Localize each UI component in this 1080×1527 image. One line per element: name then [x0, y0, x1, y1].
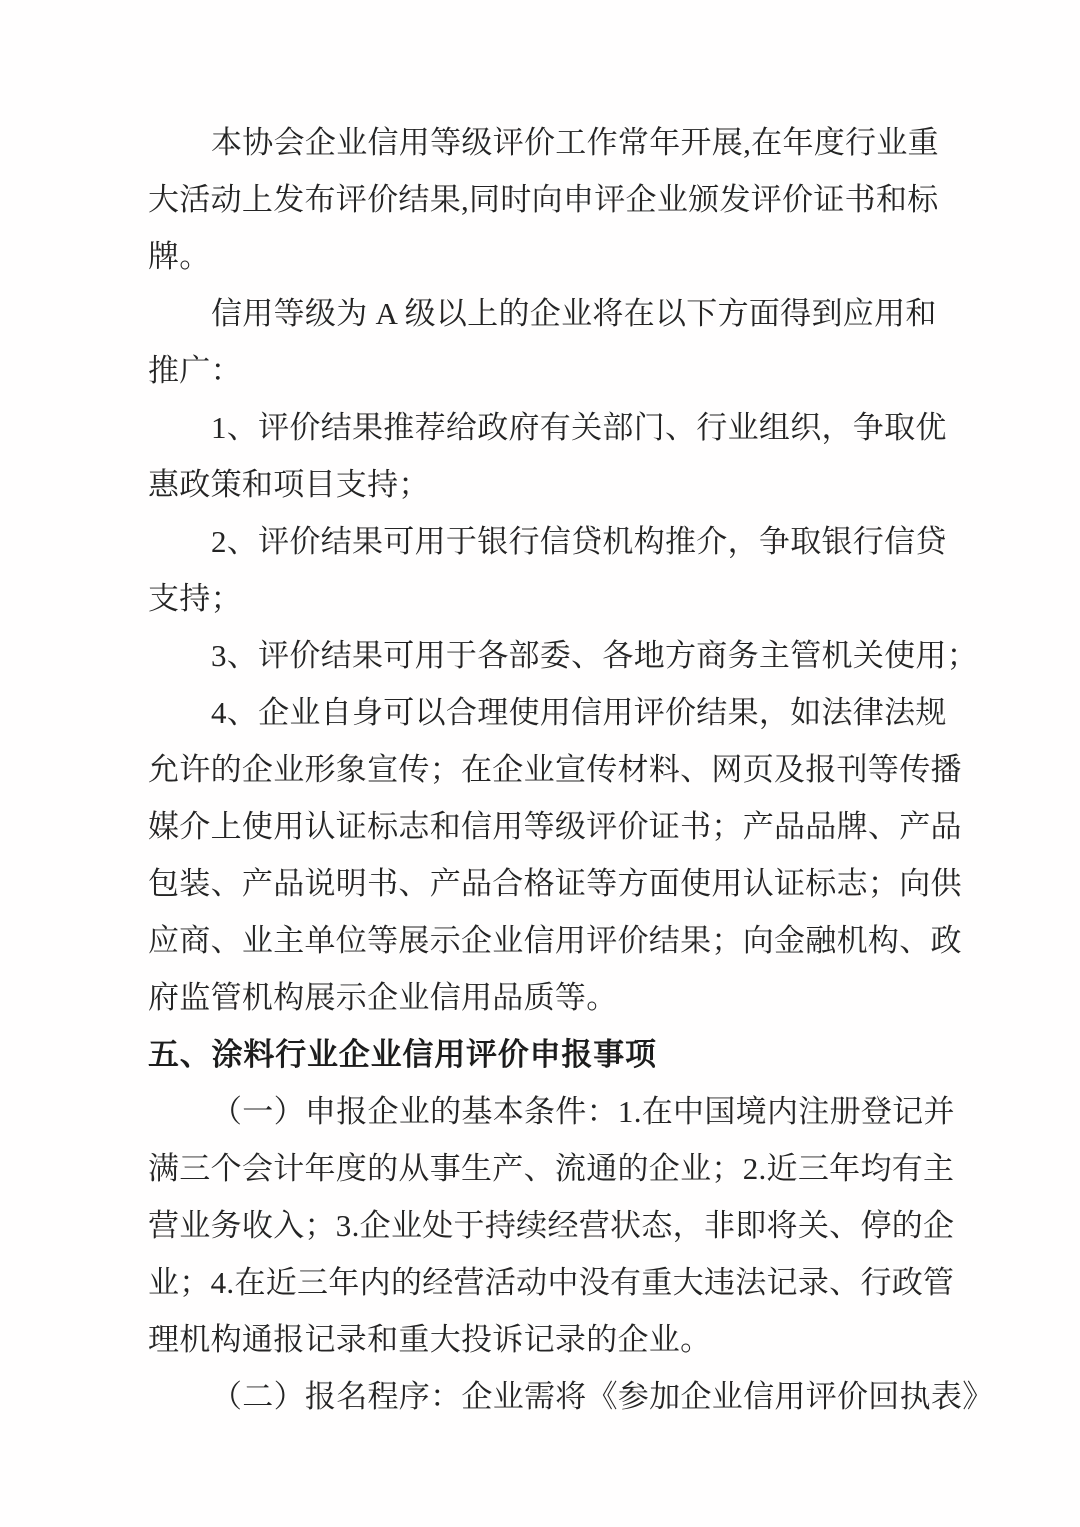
list-item-4-line: 允许的企业形象宣传；在企业宣传材料、网页及报刊等传播 [148, 752, 962, 787]
subsection-2-line: （二）报名程序：企业需将《参加企业信用评价回执表》 [211, 1379, 994, 1414]
list-item-2-line: 支持； [148, 581, 242, 616]
document-body [148, 114, 994, 1425]
subsection-1-line: （一）申报企业的基本条件：1.在中国境内注册登记并 [211, 1094, 955, 1129]
list-item-4-line: 媒介上使用认证标志和信用等级评价证书；产品品牌、产品 [148, 809, 962, 844]
paragraph-line: 牌。 [148, 239, 211, 274]
section-heading: 五、涂料行业企业信用评价申报事项 [148, 1037, 657, 1072]
list-item-4-line: 4、企业自身可以合理使用信用评价结果，如法律法规 [211, 695, 947, 730]
list-item-3-line: 3、评价结果可用于各部委、各地方商务主管机关使用； [211, 638, 978, 673]
list-item-4-line: 府监管机构展示企业信用品质等。 [148, 980, 618, 1015]
paragraph-line: 推广： [148, 353, 242, 388]
list-item-2-line: 2、评价结果可用于银行信贷机构推介，争取银行信贷 [211, 524, 947, 559]
subsection-1-line: 理机构通报记录和重大投诉记录的企业。 [148, 1322, 712, 1357]
paragraph-line: 信用等级为 A 级以上的企业将在以下方面得到应用和 [211, 296, 937, 331]
list-item-1-line: 1、评价结果推荐给政府有关部门、行业组织，争取优 [211, 410, 947, 445]
paragraph-line: 本协会企业信用等级评价工作常年开展,在年度行业重 [211, 125, 939, 160]
paragraph-line: 大活动上发布评价结果,同时向申评企业颁发评价证书和标 [148, 182, 939, 217]
list-item-1-line: 惠政策和项目支持； [148, 467, 430, 502]
list-item-4-line: 包装、产品说明书、产品合格证等方面使用认证标志；向供 [148, 866, 962, 901]
subsection-1-line: 营业务收入；3.企业处于持续经营状态，非即将关、停的企 [148, 1208, 955, 1243]
subsection-1-line: 业；4.在近三年内的经营活动中没有重大违法记录、行政管 [148, 1265, 955, 1300]
subsection-1-line: 满三个会计年度的从事生产、流通的企业；2.近三年均有主 [148, 1151, 955, 1186]
list-item-4-line: 应商、业主单位等展示企业信用评价结果；向金融机构、政 [148, 923, 962, 958]
